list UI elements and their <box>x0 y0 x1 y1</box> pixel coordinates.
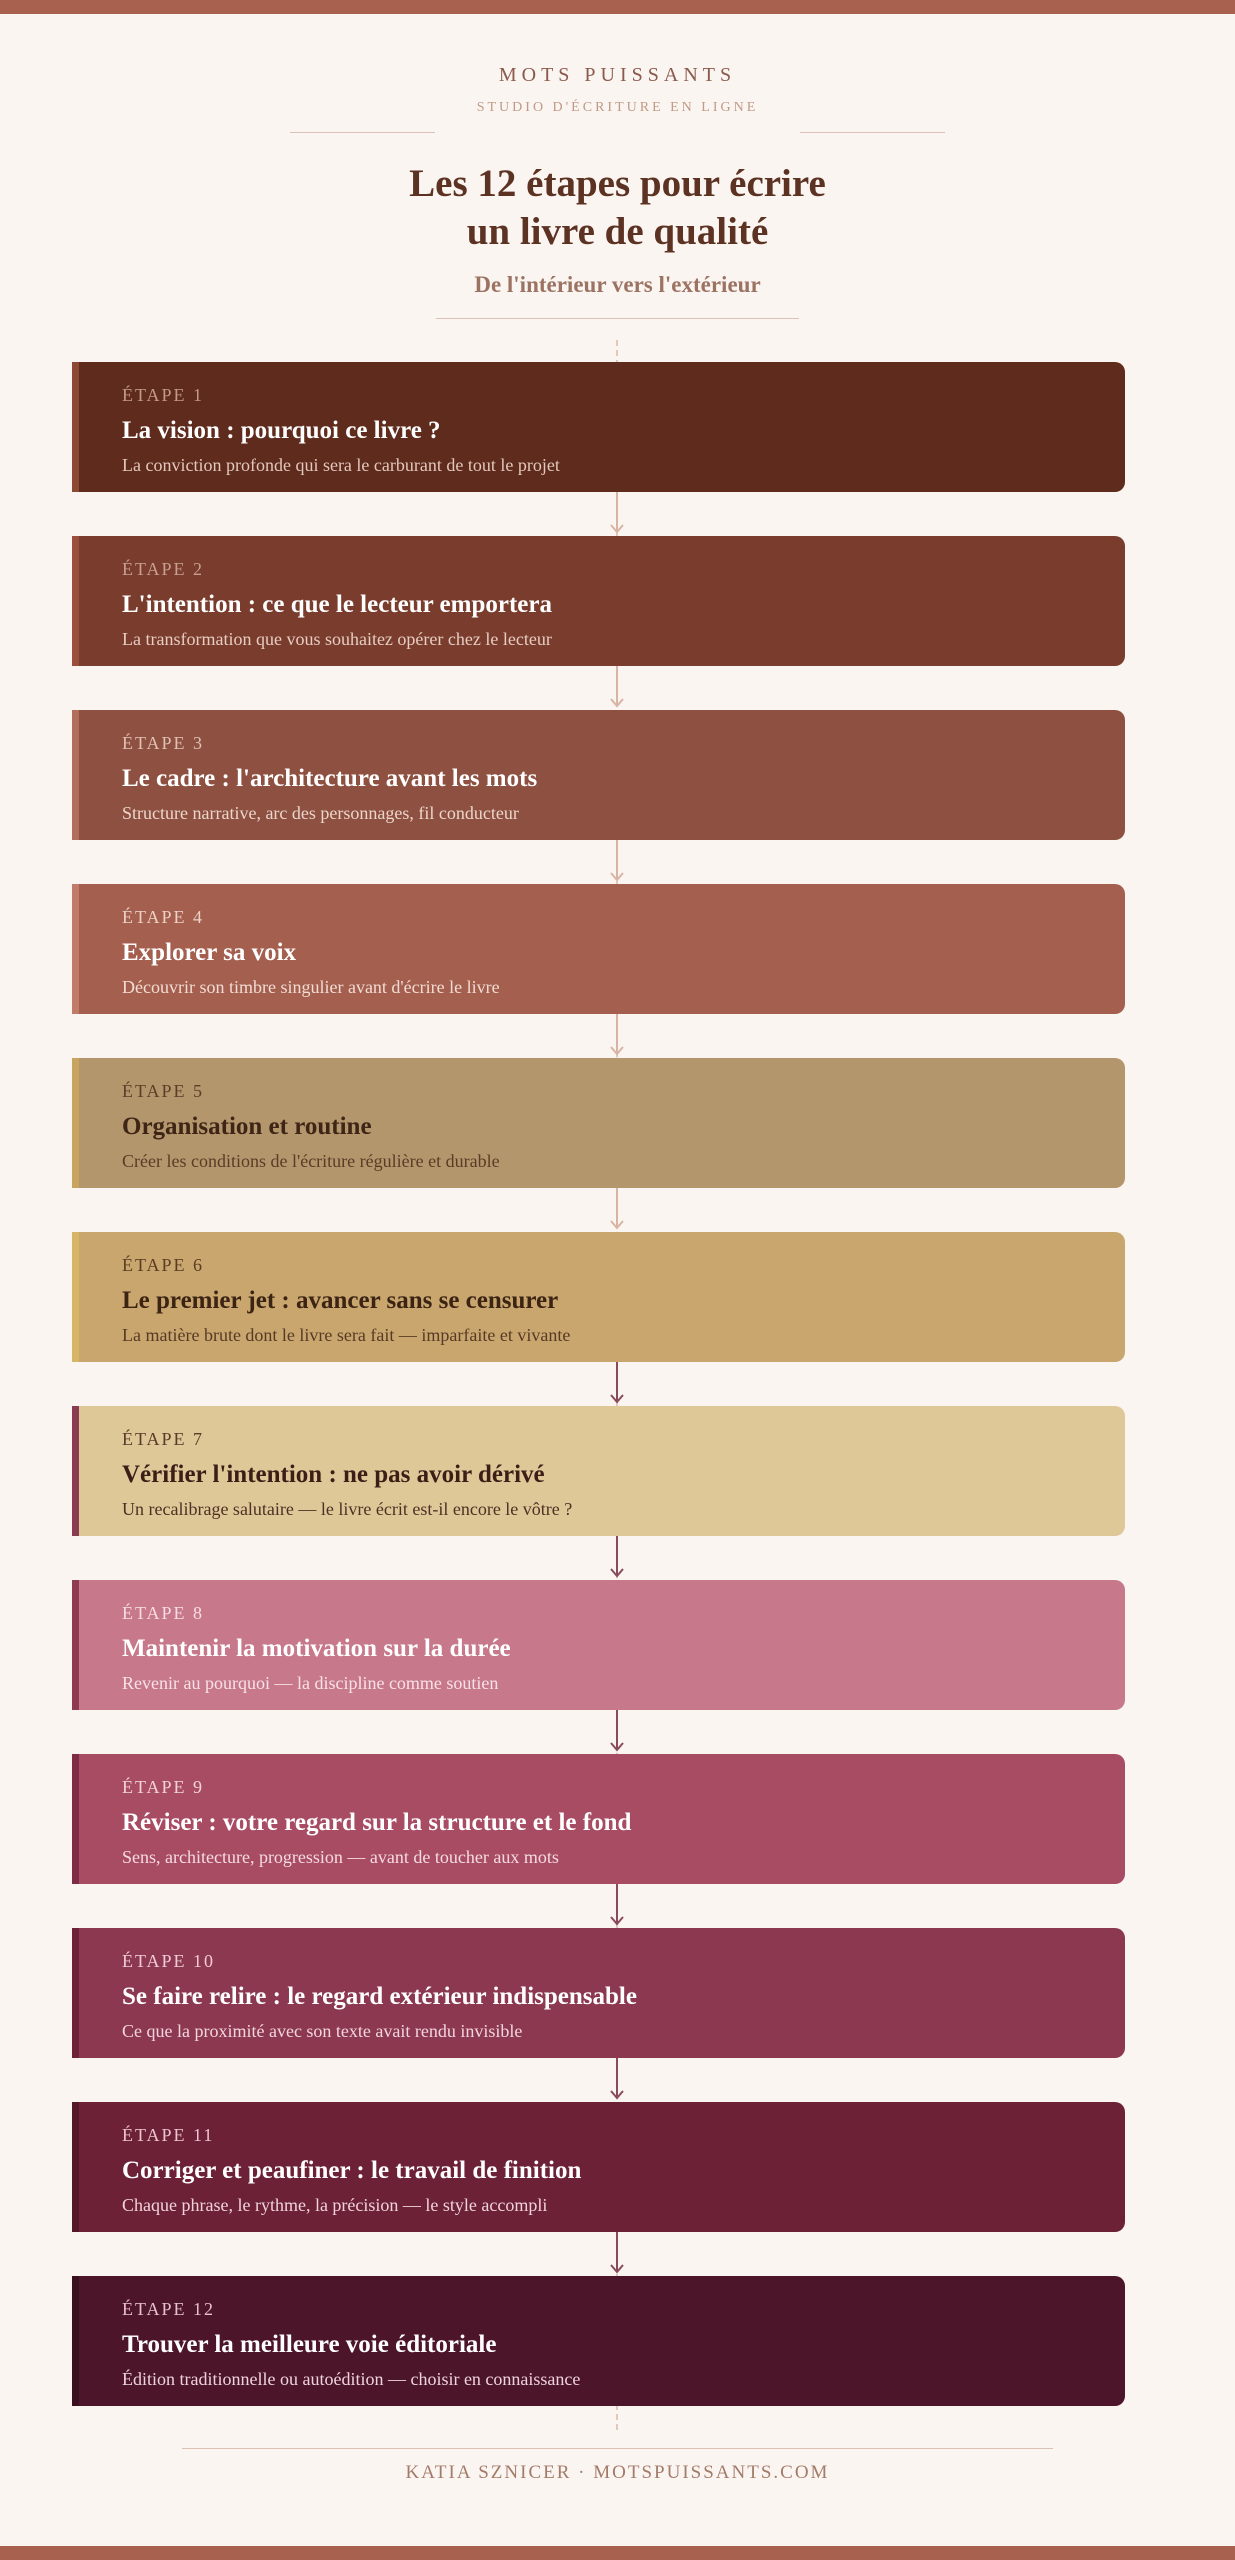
step-accent-bar <box>72 1928 79 2058</box>
step-label: ÉTAPE 8 <box>122 1603 205 1623</box>
step-description: Sens, architecture, progression — avant de toucher aux mots <box>122 1847 559 1867</box>
step-title: Réviser : votre regard sur la structure et le fond <box>122 1809 632 1836</box>
step-card-9 <box>72 1754 1125 1884</box>
step-title: L'intention : ce que le lecteur emportera <box>122 591 552 618</box>
page-title-line-2: un livre de qualité <box>466 210 769 253</box>
step-accent-bar <box>72 1058 79 1188</box>
step-accent-bar <box>72 362 79 492</box>
step-title: La vision : pourquoi ce livre ? <box>122 417 441 444</box>
step-description: Édition traditionnelle ou autoédition — choisir en connaissance <box>122 2369 581 2389</box>
connector-arrow-4 <box>608 1014 626 1058</box>
step-description: La transformation que vous souhaitez opérer chez le lecteur <box>122 629 552 649</box>
connector-arrow-10 <box>608 2058 626 2102</box>
step-accent-bar <box>72 1232 79 1362</box>
step-title: Le cadre : l'architecture avant les mots <box>122 765 538 792</box>
header-rule-left <box>290 132 435 133</box>
connector-arrow-9 <box>608 1884 626 1928</box>
page-title-line-1: Les 12 étapes pour écrire <box>409 162 826 205</box>
step-card-2 <box>72 536 1125 666</box>
top-frame-bar <box>0 0 1235 14</box>
step-description: La matière brute dont le livre sera fait — imparfaite et vivante <box>122 1325 571 1345</box>
connector-arrow-11 <box>608 2232 626 2276</box>
step-title: Se faire relire : le regard extérieur indispensable <box>122 1983 637 2010</box>
step-label: ÉTAPE 12 <box>122 2299 216 2319</box>
step-label: ÉTAPE 10 <box>122 1951 216 1971</box>
step-title: Le premier jet : avancer sans se censurer <box>122 1287 559 1314</box>
step-title: Explorer sa voix <box>122 939 297 966</box>
footer-rule <box>182 2448 1053 2449</box>
step-accent-bar <box>72 1754 79 1884</box>
step-description: Chaque phrase, le rythme, la précision — le style accompli <box>122 2195 548 2215</box>
connector-arrow-1 <box>608 492 626 536</box>
step-card-5 <box>72 1058 1125 1188</box>
connector-arrow-6 <box>608 1362 626 1406</box>
step-card-12 <box>72 2276 1125 2406</box>
step-accent-bar <box>72 1406 79 1536</box>
bottom-frame-bar <box>0 2546 1235 2560</box>
step-title: Trouver la meilleure voie éditoriale <box>122 2331 497 2358</box>
step-card-8 <box>72 1580 1125 1710</box>
step-accent-bar <box>72 884 79 1014</box>
step-label: ÉTAPE 6 <box>122 1255 205 1275</box>
step-card-3 <box>72 710 1125 840</box>
brand-tagline: STUDIO D'ÉCRITURE EN LIGNE <box>476 100 759 115</box>
step-card-4 <box>72 884 1125 1014</box>
step-card-11 <box>72 2102 1125 2232</box>
connector-arrow-3 <box>608 840 626 884</box>
step-title: Maintenir la motivation sur la durée <box>122 1635 511 1662</box>
step-label: ÉTAPE 11 <box>122 2125 215 2145</box>
step-label: ÉTAPE 3 <box>122 733 205 753</box>
step-label: ÉTAPE 9 <box>122 1777 205 1797</box>
step-description: Revenir au pourquoi — la discipline comme soutien <box>122 1673 499 1693</box>
step-accent-bar <box>72 1580 79 1710</box>
connector-arrow-8 <box>608 1710 626 1754</box>
step-description: Un recalibrage salutaire — le livre écrit est-il encore le vôtre ? <box>122 1499 573 1519</box>
step-title: Corriger et peaufiner : le travail de finition <box>122 2157 582 2184</box>
page-title <box>0 160 1235 256</box>
brand-name: MOTS PUISSANTS <box>498 64 737 86</box>
step-description: Découvrir son timbre singulier avant d'écrire le livre <box>122 977 500 997</box>
step-label: ÉTAPE 4 <box>122 907 205 927</box>
step-description: Ce que la proximité avec son texte avait rendu invisible <box>122 2021 523 2041</box>
subtitle-rule <box>436 318 799 319</box>
step-title: Organisation et routine <box>122 1113 372 1140</box>
connector-arrow-7 <box>608 1536 626 1580</box>
step-description: La conviction profonde qui sera le carburant de tout le projet <box>122 455 560 475</box>
step-card-6 <box>72 1232 1125 1362</box>
step-accent-bar <box>72 710 79 840</box>
step-accent-bar <box>72 536 79 666</box>
step-card-7 <box>72 1406 1125 1536</box>
connector-arrow-5 <box>608 1188 626 1232</box>
step-card-10 <box>72 1928 1125 2058</box>
step-description: Structure narrative, arc des personnages, fil conducteur <box>122 803 519 823</box>
connector-arrow-2 <box>608 666 626 710</box>
step-label: ÉTAPE 7 <box>122 1429 205 1449</box>
step-label: ÉTAPE 1 <box>122 385 205 405</box>
page-subtitle: De l'intérieur vers l'extérieur <box>474 272 761 297</box>
step-accent-bar <box>72 2102 79 2232</box>
step-description: Créer les conditions de l'écriture régulière et durable <box>122 1151 500 1171</box>
step-accent-bar <box>72 2276 79 2406</box>
step-label: ÉTAPE 2 <box>122 559 205 579</box>
footer-credit: KATIA SZNICER · MOTSPUISSANTS.COM <box>405 2462 830 2483</box>
step-title: Vérifier l'intention : ne pas avoir dérivé <box>122 1461 545 1488</box>
step-card-1 <box>72 362 1125 492</box>
header-rule-right <box>800 132 945 133</box>
step-label: ÉTAPE 5 <box>122 1081 205 1101</box>
